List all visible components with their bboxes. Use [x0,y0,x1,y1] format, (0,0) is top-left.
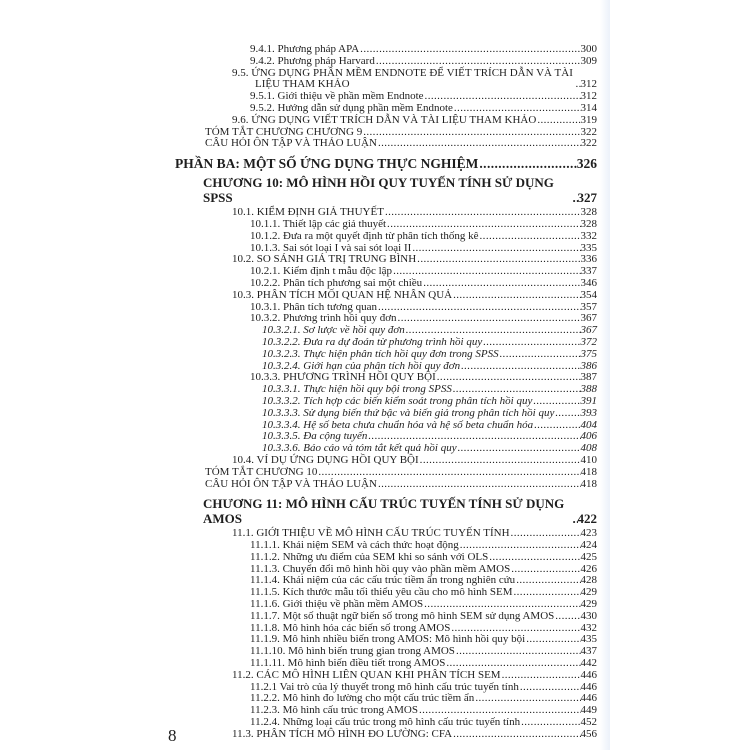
dot-leader [482,337,580,349]
dot-leader [532,396,580,408]
toc-entry-page: 410 [580,453,597,466]
toc-entry-title: 10.2.1. Kiểm định t mẫu độc lập [250,265,393,278]
toc-entry-title: CÂU HỎI ÔN TẬP VÀ THẢO LUẬN [205,137,377,150]
toc-entry-title: PHẦN BA: MỘT SỐ ỨNG DỤNG THỰC NGHIỆM [175,156,479,172]
dot-leader [377,479,581,491]
toc-entry-page: 375 [580,347,597,360]
toc-entry-title: 10.3.2. Phương trình hồi quy đơn [250,312,397,325]
scan-edge [600,0,610,750]
toc-entry-title: 11.1. GIỚI THIỆU VỀ MÔ HÌNH CẤU TRÚC TUYẾN TÍNH [232,527,510,540]
dot-leader [519,682,581,694]
toc-entry-page: 319 [580,113,597,126]
dot-leader [384,207,581,219]
toc-entry-title: 10.1.1. Thiết lập các giả thuyết [250,217,387,230]
toc-entry-page: 424 [580,539,597,552]
toc-entry-page: 367 [580,324,597,337]
toc-entry-title: 9.5.1. Giới thiệu về phần mềm Endnote [250,90,424,103]
dot-leader [424,91,581,103]
toc-entry-title: 11.1.11. Mô hình biến điều tiết trong AMOS [250,657,446,670]
toc-entry-title: 10.3.3.3. Sử dụng biến thứ bậc và biến giả trong phân tích hồi quy [262,406,555,419]
toc-entry-title: 9.5.2. Hướng dẫn sử dụng phần mềm Endnote [250,101,453,114]
dot-leader [405,325,581,337]
toc-entry-page: 332 [580,229,597,242]
toc-entry-page: 442 [580,657,597,670]
dot-leader [455,646,581,658]
toc-entry-page: 328 [580,217,597,230]
dot-leader [436,372,581,384]
toc-entry-title: 10.3.2.3. Thực hiện phân tích hồi quy đơn trong SPSS [262,347,499,360]
dot-leader [554,408,580,420]
toc-entry-title: 10.4. VÍ DỤ ỨNG DỤNG HỒI QUY BỘI [232,453,419,466]
toc-entry-title: 9.5. ỨNG DỤNG PHẦN MỀM ENDNOTE ĐỂ VIẾT TRÍCH DẪN VÀ TÀI LIỆU THAM KHẢO [232,66,573,91]
toc-entry-page: 336 [580,253,597,266]
toc-entry-page: 326 [576,156,597,172]
dot-leader [411,243,580,255]
toc-entry-page: 372 [580,335,597,348]
dot-leader [479,231,581,243]
toc-entry-title: 10.3.3. PHƯƠNG TRÌNH HỒI QUY BỘI [250,371,436,384]
toc-entry-page: 312 [580,78,597,91]
toc-entry-title: 10.2. SO SÁNH GIÁ TRỊ TRUNG BÌNH [232,253,417,266]
dot-leader [510,564,580,576]
dot-leader [520,717,580,729]
toc-entry-title: 11.1.10. Mô hình biến trung gian trong AMOS [250,645,455,658]
toc-entry-title: 11.1.6. Giới thiệu về phần mềm AMOS [250,598,424,611]
toc-entry-page: 393 [580,406,597,419]
toc-entry-title: 9.4.2. Phương pháp Harvard [250,54,375,67]
toc-entry-page: 404 [580,418,597,431]
toc-entry-title: 11.1.8. Mô hình hóa các biến số trong AMOS [250,621,451,634]
toc-entry-title: 11.3. PHÂN TÍCH MÔ HÌNH ĐO LƯỜNG: CFA [232,727,453,740]
toc-entry-page: 426 [580,562,597,575]
toc-entry-page: 430 [580,609,597,622]
toc-entry-title: 10.1.3. Sai sót loại I và sai sót loại II [250,241,412,254]
dot-leader [459,540,581,552]
dot-leader [392,266,580,278]
table-of-contents [0,44,597,741]
toc-entry [0,455,597,467]
dot-leader [474,693,580,705]
toc-entry-page: 357 [580,300,597,313]
dot-leader [533,420,580,432]
toc-entry-page: 312 [580,90,597,103]
toc-entry-page: 437 [580,645,597,658]
dot-leader [525,634,580,646]
toc-entry-page: 391 [580,394,597,407]
dot-leader [457,443,581,455]
dot-leader [359,44,580,56]
dot-leader [416,254,580,266]
toc-entry-title: CÂU HỎI ÔN TẬP VÀ THẢO LUẬN [205,477,377,490]
toc-entry-page: 429 [580,598,597,611]
dot-leader [375,56,581,68]
dot-leader [572,511,578,526]
toc-entry-page: 327 [577,190,597,206]
toc-entry-page: 452 [580,716,597,729]
toc-entry-title: 11.1.3. Chuyển đổi mô hình hồi quy vào phần mềm AMOS [250,562,511,575]
toc-entry [0,552,597,564]
toc-entry-page: 425 [580,550,597,563]
toc-entry-title: CHƯƠNG 10: MÔ HÌNH HỒI QUY TUYẾN TÍNH SỬ DỤNG SPSS [203,175,554,206]
toc-entry-title: 10.3.2.4. Giới hạn của phân tích hồi quy đơn [262,359,461,372]
toc-entry-page: 335 [580,241,597,254]
toc-entry [0,68,597,92]
toc-entry-page: 456 [580,727,597,740]
toc-entry-title: 10.3.3.1. Thực hiện hồi quy bội trong SPSS [262,383,452,396]
dot-leader [419,455,581,467]
toc-entry-page: 435 [580,633,597,646]
toc-entry-title: 10.3.3.2. Tích hợp các biến kiểm soát trong phân tích hồi quy [262,394,533,407]
toc-entry-page: 418 [580,477,597,490]
dot-leader [515,575,580,587]
dot-leader [513,587,581,599]
toc-entry-title: 9.6. ỨNG DỤNG VIẾT TRÍCH DẪN VÀ TÀI LIỆU THAM KHẢO [232,113,537,126]
toc-entry-page: 422 [577,511,597,527]
toc-chapter-heading [0,175,597,205]
dot-leader [499,349,581,361]
toc-entry-title: 10.1.2. Đưa ra một quyết định từ phân tích thống kê [250,229,479,242]
toc-entry-page: 429 [580,586,597,599]
toc-entry-title: 11.2.1 Vai trò của lý thuyết trong mô hình cấu trúc tuyến tính [250,680,519,693]
toc-entry-title: 11.2. CÁC MÔ HÌNH LIÊN QUAN KHI PHÂN TÍCH SEM [232,668,501,681]
dot-leader [397,313,581,325]
toc-entry [0,396,597,408]
toc-entry-title: 10.3.1. Phân tích tương quan [250,300,377,313]
toc-entry-page: 322 [580,125,597,138]
dot-leader [367,431,580,443]
toc-entry-title: CHƯƠNG 11: MÔ HÌNH CẤU TRÚC TUYẾN TÍNH SỬ DỤNG AMOS [203,496,565,527]
toc-entry [0,611,597,623]
dot-leader [386,219,580,231]
toc-entry-page: 346 [580,276,597,289]
dot-leader [362,127,580,139]
toc-entry [0,408,597,420]
toc-entry-title: 10.2.2. Phân tích phương sai một chiều [250,276,423,289]
dot-leader [422,278,580,290]
toc-entry-title: 11.1.9. Mô hình nhiều biến trong AMOS: Mô hình hồi quy bội [250,633,526,646]
dot-leader [478,156,576,172]
toc-entry-title: 11.1.4. Khái niệm của các cấu trúc tiềm ẩn trong nghiên cứu [250,574,516,587]
dot-leader [460,361,580,373]
toc-entry-title: 10.3.2.1. Sơ lược về hồi quy đơn [262,324,405,337]
toc-entry-title: 11.1.2. Những ưu điểm của SEM khi so sánh với OLS [250,550,489,563]
toc-part-heading [0,156,597,172]
dot-leader [536,115,580,127]
toc-entry [0,231,597,243]
toc-entry-page: 449 [580,704,597,717]
dot-leader [452,729,580,741]
toc-entry [0,479,597,491]
toc-entry [0,349,597,361]
toc-entry-title: TÓM TẮT CHƯƠNG CHƯƠNG 9 [205,125,363,138]
toc-entry-title: 10.1. KIỂM ĐỊNH GIẢ THUYẾT [232,206,384,219]
dot-leader [377,138,581,150]
toc-entry [0,278,597,290]
dot-leader [445,658,580,670]
dot-leader [554,611,580,623]
dot-leader [572,190,578,205]
toc-entry-title: 11.2.2. Mô hình đo lường cho một cấu trúc tiềm ẩn [250,692,475,705]
toc-entry-page: 328 [580,206,597,219]
toc-entry-page: 406 [580,430,597,443]
toc-entry-title: 11.1.7. Một số thuật ngữ biến số trong mô hình SEM sử dụng AMOS [250,609,555,622]
toc-entry [0,115,597,127]
dot-leader [453,103,581,115]
toc-entry [0,729,597,741]
toc-entry-title: 10.3.3.6. Báo cáo và tóm tắt kết quả hồi quy [262,442,457,455]
dot-leader [575,79,581,91]
toc-entry-title: 9.4.1. Phương pháp APA [250,43,360,55]
toc-entry-page: 423 [580,527,597,540]
toc-entry-page: 300 [580,43,597,55]
toc-entry [0,337,597,349]
toc-entry-page: 446 [580,668,597,681]
toc-entry-page: 428 [580,574,597,587]
toc-entry-page: 387 [580,371,597,384]
toc-entry [0,290,597,302]
toc-entry-title: 11.1.1. Khái niệm SEM và cách thức hoạt động [250,539,459,552]
toc-entry [0,219,597,231]
dot-leader [501,670,581,682]
dot-leader [423,599,580,611]
toc-entry-title: 11.2.4. Những loại cấu trúc trong mô hình cấu trúc tuyến tính [250,716,521,729]
toc-entry [0,103,597,115]
toc-entry [0,138,597,150]
toc-entry-page: 309 [580,54,597,67]
dot-leader [377,302,581,314]
toc-entry-title: 11.1.5. Kích thước mẫu tối thiểu yêu cầu cho mô hình SEM [250,586,513,599]
toc-entry-page: 314 [580,101,597,114]
toc-entry-page: 418 [580,465,597,478]
dot-leader [452,384,581,396]
toc-entry-page: 446 [580,692,597,705]
toc-entry [0,56,597,68]
toc-entry-page: 322 [580,137,597,150]
toc-entry-title: TÓM TẮT CHƯƠNG 10 [205,465,318,478]
toc-entry-page: 408 [580,442,597,455]
dot-leader [418,705,581,717]
toc-entry-title: 10.3. PHÂN TÍCH MỐI QUAN HỆ NHÂN QUẢ [232,288,453,301]
dot-leader [450,623,580,635]
toc-chapter-heading [0,496,597,526]
dot-leader [510,528,581,540]
toc-entry [0,670,597,682]
toc-entry-page: 367 [580,312,597,325]
page-number: 8 [168,726,177,745]
toc-entry-page: 432 [580,621,597,634]
dot-leader [488,552,580,564]
dot-leader [452,290,580,302]
toc-entry-page: 446 [580,680,597,693]
toc-entry-title: 10.3.3.4. Hệ số beta chưa chuẩn hóa và hệ số beta chuẩn hóa [262,418,534,431]
toc-entry-title: 10.3.2.2. Đưa ra dự đoán từ phương trình hồi quy [262,335,483,348]
toc-entry-title: 11.2.3. Mô hình cấu trúc trong AMOS [250,704,418,717]
dot-leader [317,467,580,479]
toc-entry [0,467,597,479]
toc-entry-title: 10.3.3.5. Đa cộng tuyến [262,430,368,443]
toc-entry-page: 386 [580,359,597,372]
toc-entry-page: 388 [580,383,597,396]
toc-entry-page: 337 [580,265,597,278]
toc-entry-page: 354 [580,288,597,301]
